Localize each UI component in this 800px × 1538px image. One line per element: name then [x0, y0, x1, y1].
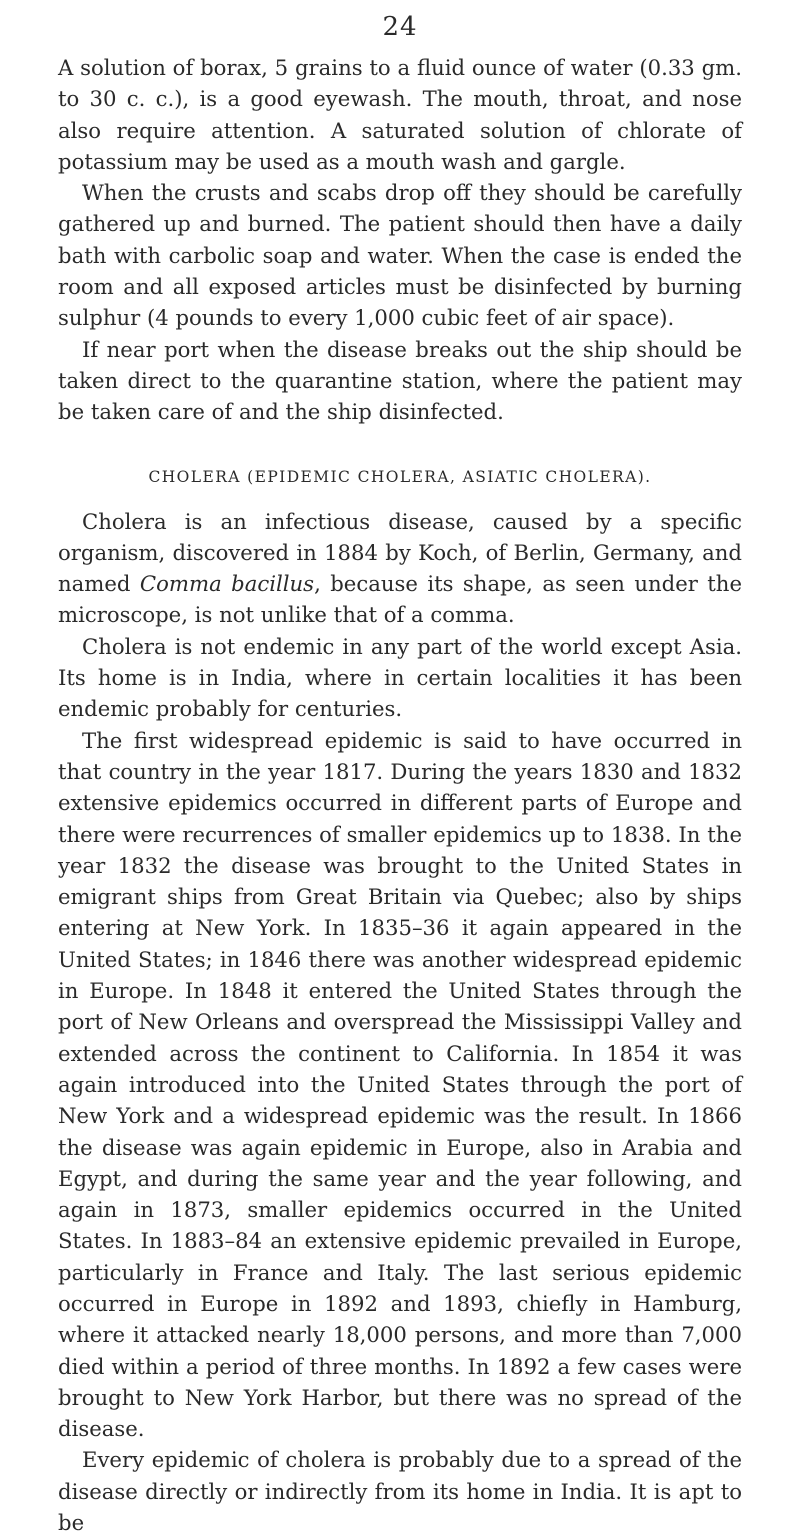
- intro-italic-term: Comma bacillus: [139, 571, 315, 597]
- paragraph-borax-eyewash: A solution of borax, 5 grains to a fluid ounce of water (0.33 gm. to 30 c. c.), is a good eyewash. The mouth, throat, and nose also require attention. A saturated solution of chlorate of potassium may be used as a mouth wash and gargle.: [58, 55, 742, 174]
- paragraph-crusts-disinfection: When the crusts and scabs drop off they should be carefully gathered up and burned. The patient should then have a daily bath with carbolic soap and water. When the case is ended the room and all exposed articles must be disinfected by burning sulphur (4 pounds to every 1,000 cubic feet of air space).: [58, 180, 742, 331]
- paragraph-cholera-history: The first widespread epidemic is said to have occurred in that country in the year 1817. During the years 1830 and 1832 extensive epidemics occurred in different parts of Europe and there were recurrences of smaller epidemics up to 1838. In the year 1832 the disease was brought to the United States in emigrant ships from Great Britain via Quebec; also by ships entering at New York. In 1835–36 it again appeared in the United States; in 1846 there was another widespread epidemic in Europe. In 1848 it entered the United States through the port of New Orleans and overspread the Mississippi Valley and extended across the continent to California. In 1854 it was again introduced into the United States through the port of New York and a widespread epidemic was the result. In 1866 the disease was again epidemic in Europe, also in Arabia and Egypt, and during the same year and the year following, and again in 1873, smaller epidemics occurred in the United States. In 1883–84 an extensive epidemic prevailed in Europe, particularly in France and Italy. The last serious epidemic occurred in Europe in 1892 and 1893, chiefly in Hamburg, where it attacked nearly 18,000 persons, and more than 7,000 died within a period of three months. In 1892 a few cases were brought to New York Harbor, but there was no spread of the disease.: [58, 727, 742, 1442]
- body-text: [58, 52, 742, 1538]
- page-number: 24: [382, 12, 418, 42]
- paragraph-quarantine: If near port when the disease breaks out the ship should be taken direct to the quarantine station, where the patient may be taken care of and the ship disinfected.: [58, 336, 742, 425]
- paragraph-cholera-intro: [58, 506, 742, 631]
- paragraph-cholera-endemic: Cholera is not endemic in any part of the world except Asia. Its home is in India, where in certain localities it has been endemic probably for centuries.: [58, 633, 742, 722]
- paragraph-cholera-origin: Every epidemic of cholera is probably due to a spread of the disease directly or indirectly from its home in India. It is apt to be: [58, 1447, 742, 1536]
- section-heading-cholera: CHOLERA (EPIDEMIC CHOLERA, ASIATIC CHOLERA).: [148, 467, 652, 486]
- intro-text-after: , because its shape, as seen under the microscope, is not unlike that of a comma.: [58, 571, 742, 628]
- intro-text-before: Cholera is an infectious disease, caused by a specific organism, discovered in 1884 by Koch, of Berlin, Germany, and named: [58, 508, 742, 597]
